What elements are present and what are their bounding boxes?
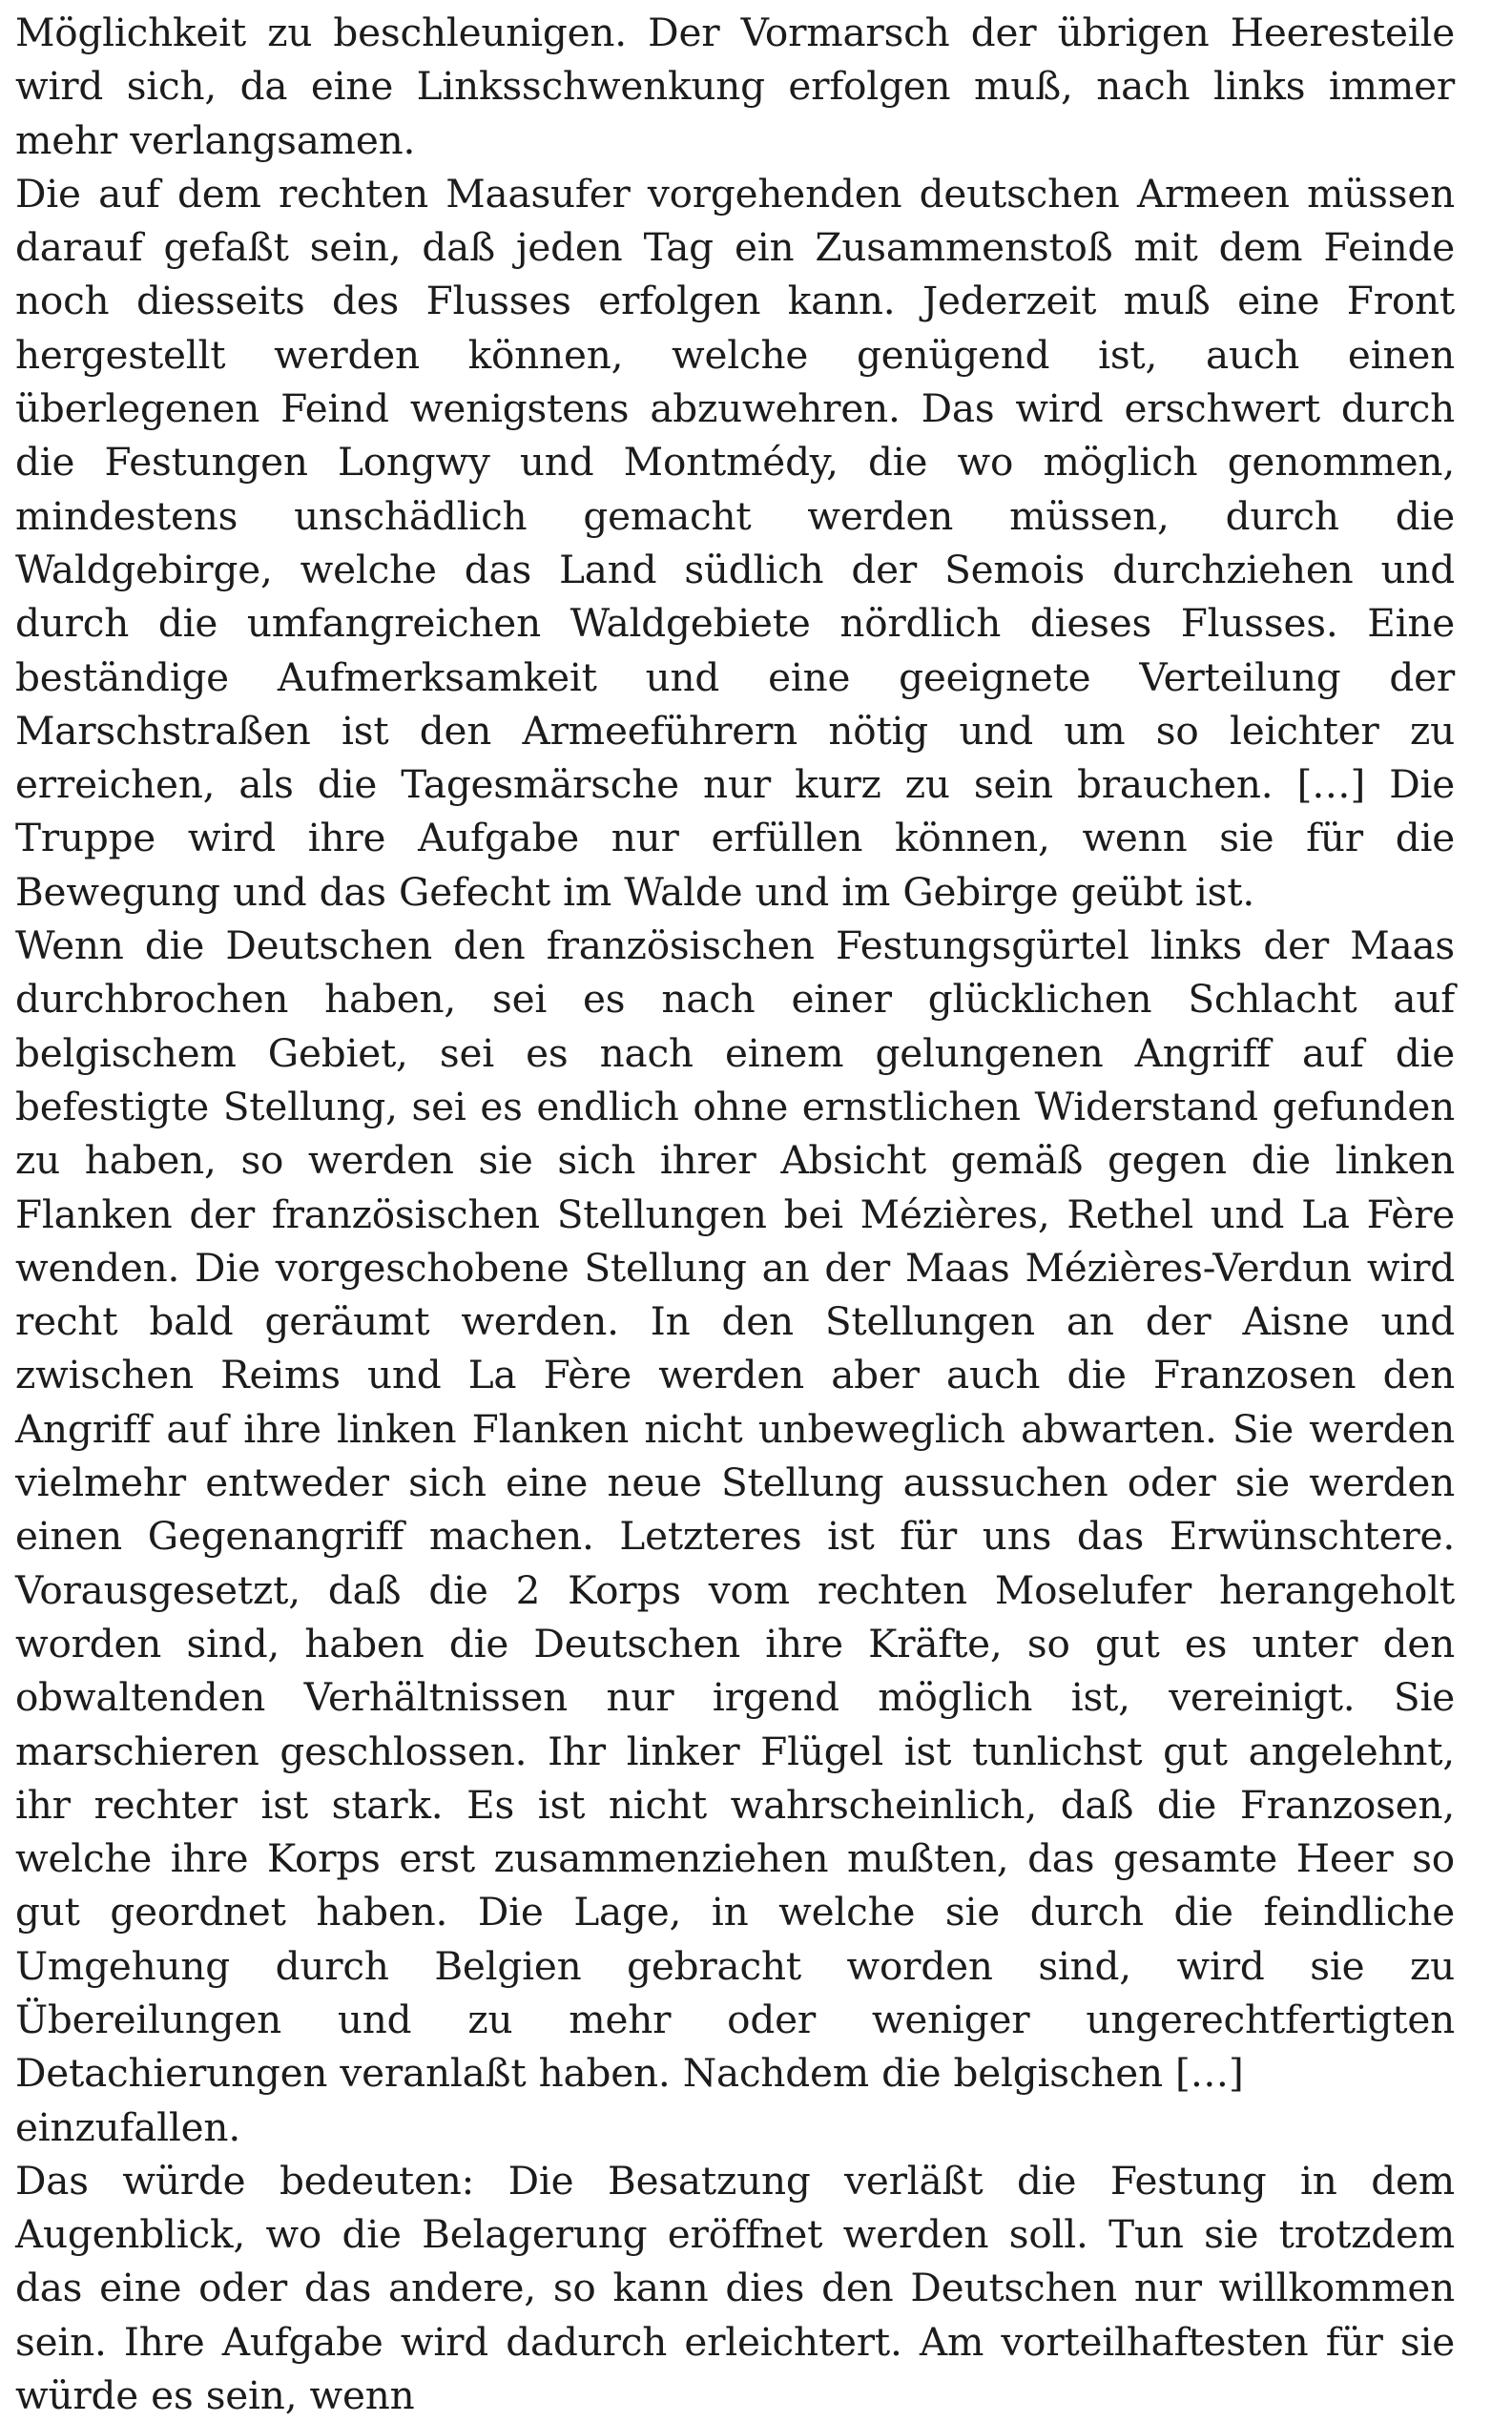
paragraph-2: Die auf dem rechten Maasufer vorgehenden deutschen Armeen müssen darauf gefaßt sein, daß jeden Tag ein Zusammenstoß mit dem Feinde noch diesseits des Flusses erfolgen kann. Jederzeit muß eine Front hergestellt werden können, welche genügend ist, auch einen überlegenen Feind wenigstens abzuwehren. Das wird erschwert durch die Festungen Longwy und Montmédy, die wo möglich genommen, mindestens unschädlich gemacht werden müssen, durch die Waldgebirge, welche das Land südlich der Semois durchziehen und durch die umfangreichen Waldgebiete nördlich dieses Flusses. Eine beständige Aufmerksamkeit und eine geeignete Verteilung der Marschstraßen ist den Armeeführern nötig und um so leichter zu erreichen, als die Tagesmärsche nur kurz zu sein brauchen. […] Die Truppe wird ihre Aufgabe nur erfüllen können, wenn sie für die Bewegung und das Gefecht im Walde und im Gebirge geübt ist. xyxy=(15,170,1455,915)
paragraph-3: Wenn die Deutschen den französischen Festungsgürtel links der Maas durchbrochen haben, sei es nach einer glücklichen Schlacht auf belgischem Gebiet, sei es nach einem gelungenen Angriff auf die befestigte Stellung, sei es endlich ohne ernstlichen Widerstand gefunden zu haben, so werden sie sich ihrer Absicht gemäß gegen die linken Flanken der französischen Stellungen bei Mézières, Rethel und La Fère wenden. Die vorgeschobene Stellung an der Maas Mézières-Verdun wird recht bald geräumt werden. In den Stellungen an der Aisne und zwischen Reims und La Fère werden aber auch die Franzosen den Angriff auf ihre linken Flanken nicht unbeweglich abwarten. Sie werden vielmehr entweder sich eine neue Stellung aussuchen oder sie werden einen Gegenangriff machen. Letzteres ist für uns das Erwünschtere. Vorausgesetzt, daß die 2 Korps vom rechten Moselufer herangeholt worden sind, haben die Deutschen ihre Kräfte, so gut es unter den obwaltenden Verhältnissen nur irgend möglich ist, vereinigt. Sie marschieren geschlossen. Ihr linker Flügel ist tunlichst gut angelehnt, ihr rechter ist stark. Es ist nicht wahrscheinlich, daß die Franzosen, welche ihre Korps erst zusammenziehen mußten, das gesamte Heer so gut geordnet haben. Die Lage, in welche sie durch die feindliche Umgehung durch Belgien gebracht worden sind, wird sie zu Übereilungen und zu mehr oder weniger ungerechtfertigten Detachierungen veranlaßt haben. Nachdem die belgischen […] xyxy=(15,922,1455,2097)
paragraph-4: einzufallen. xyxy=(15,2103,240,2150)
paragraph-1: Möglichkeit zu beschleunigen. Der Vormarsch der übrigen Heeresteile wird sich, da eine Linksschwenkung erfolgen muß, nach links immer mehr verlangsamen. xyxy=(15,10,1455,163)
paragraph-5: Das würde bedeuten: Die Besatzung verläßt die Festung in dem Augenblick, wo die Belagerung eröffnet werden soll. Tun sie trotzdem das eine oder das andere, so kann dies den Deutschen nur willkommen sein. Ihre Aufgabe wird dadurch erleichtert. Am vorteilhaftesten für sie würde es sein, wenn xyxy=(15,2157,1455,2419)
